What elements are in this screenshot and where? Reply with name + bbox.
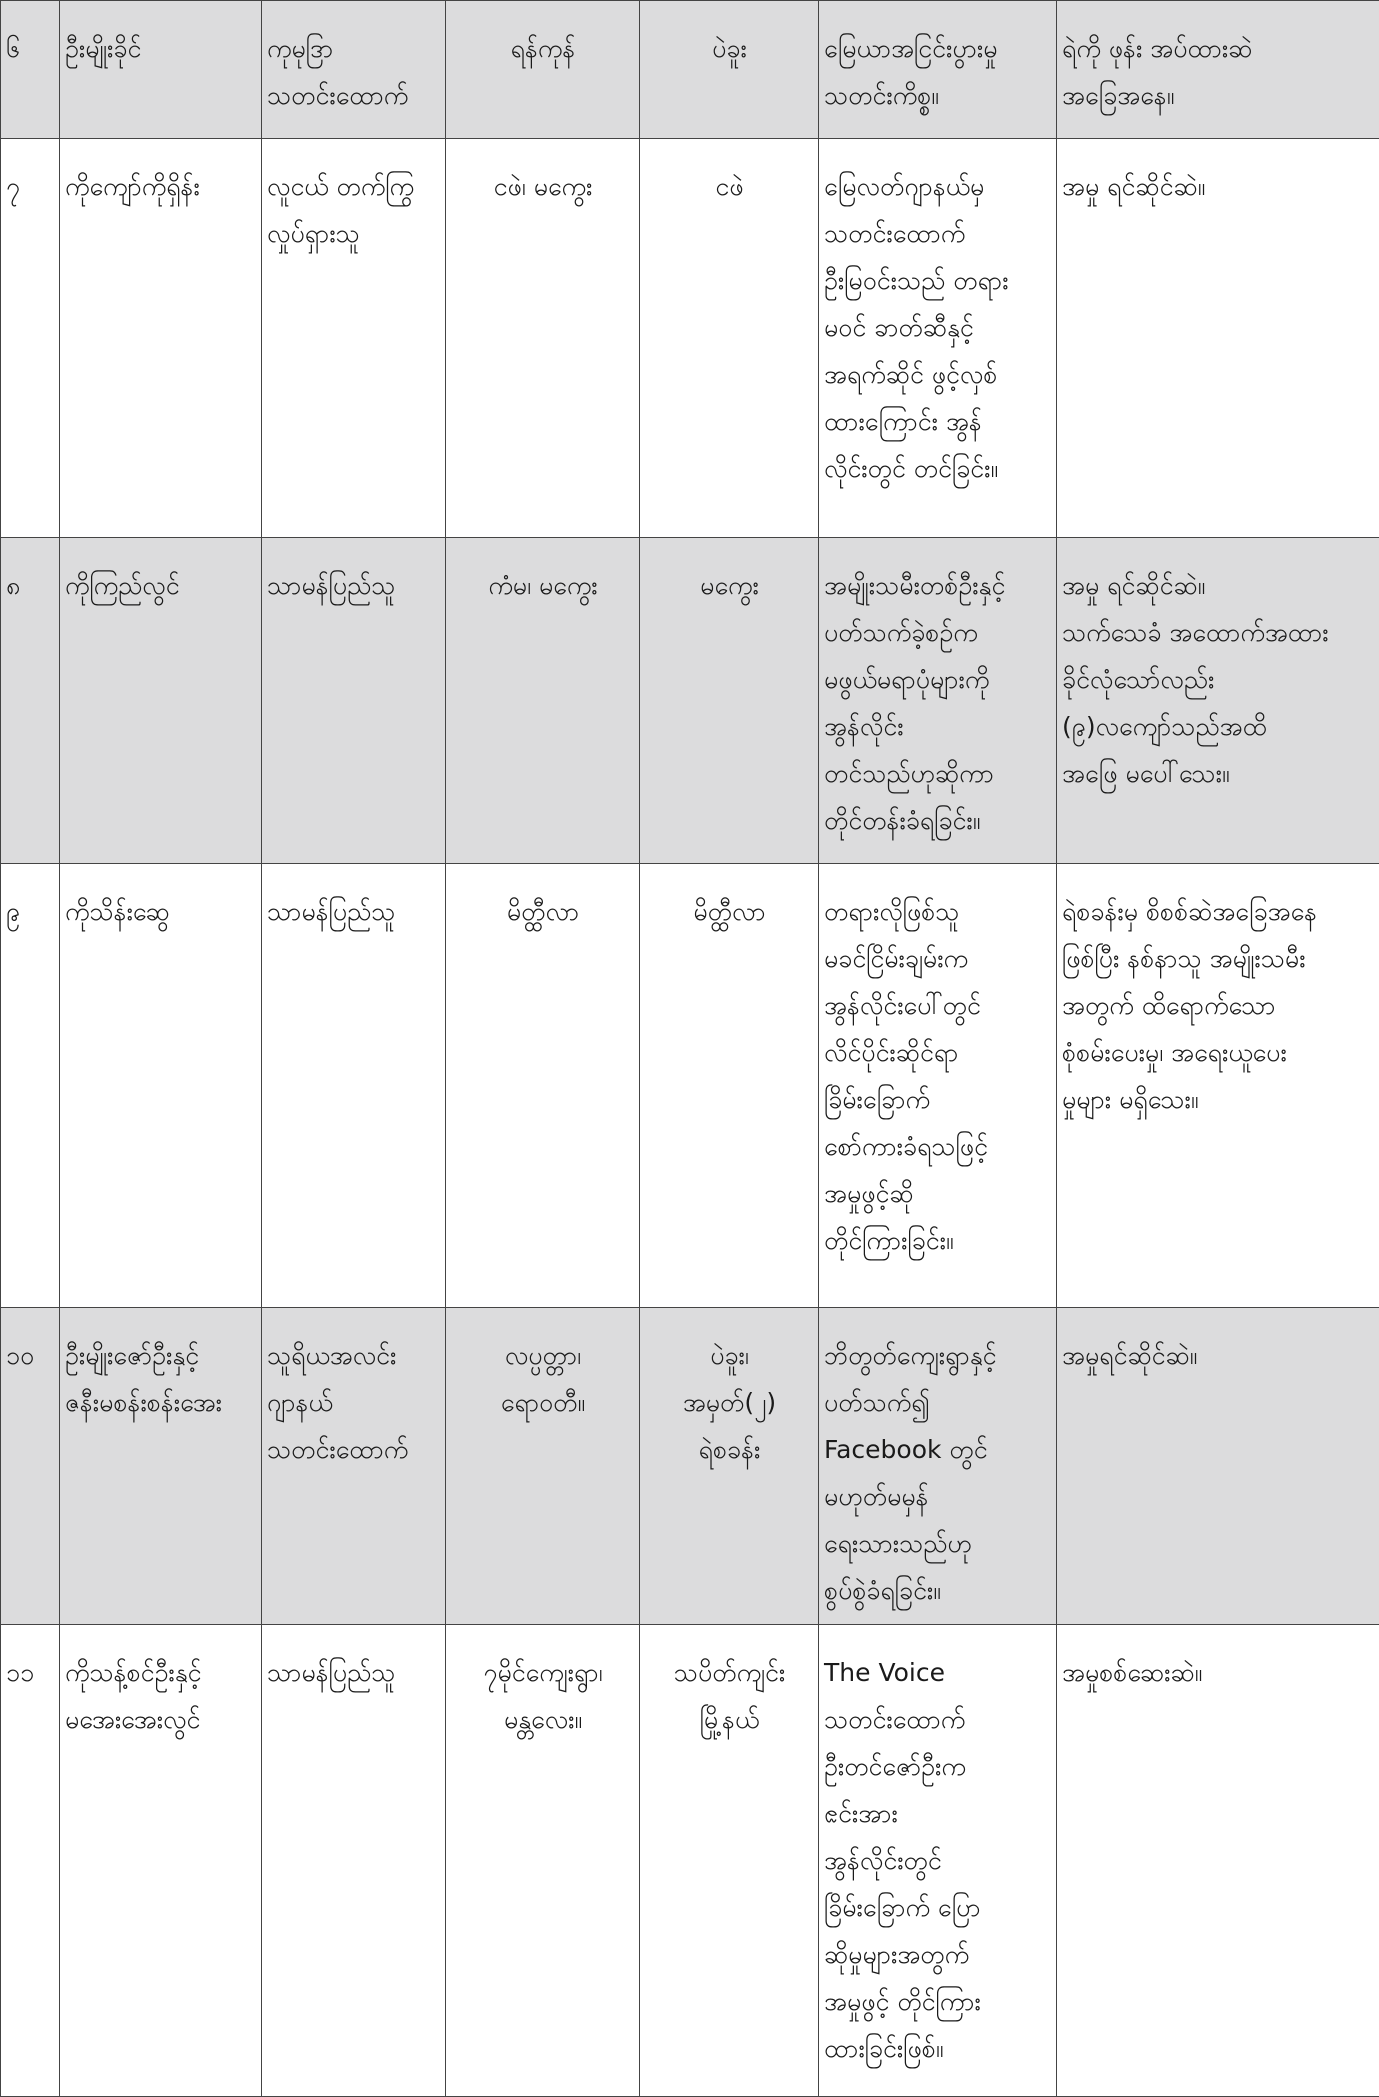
row-status: အမှု ရင်ဆိုင်ဆဲ။ <box>1057 139 1379 538</box>
row-occupation: သာမန်ပြည်သူ <box>262 538 446 864</box>
row-status: အမှုစစ်ဆေးဆဲ။ <box>1057 1625 1379 2097</box>
row-summary: မြေလတ်ဂျာနယ်မှ သတင်းထောက် ဦးမြဝင်းသည် တရား မဝင် ခာတ်ဆီနှင့် အရက်ဆိုင် ဖွင့်လှစ် ထားကြောင်း အွန် လိုင်းတွင် တင်ခြင်း။ <box>819 139 1057 538</box>
row-case: ငဖဲ <box>640 139 819 538</box>
row-summary: တရားလိုဖြစ်သူ မခင်ငြိမ်းချမ်းက အွန်လိုင်းပေါ်တွင် လိင်ပိုင်းဆိုင်ရာ ခြိမ်းခြောက် စော်ကားခံရသဖြင့် အမှုဖွင့်ဆို တိုင်ကြားခြင်း။ <box>819 864 1057 1308</box>
row-summary: The Voice သတင်းထောက် ဦးတင်ဇော်ဦးက ၕင်းအား အွန်လိုင်းတွင် ခြိမ်းခြောက် ပြော ဆိုမှုများအတွက် အမှုဖွင့် တိုင်ကြား ထားခြင်းဖြစ်။ <box>819 1625 1057 2097</box>
row-town: ၇မိုင်ကျေးရွာ၊ မန္တလေး။ <box>446 1625 640 2097</box>
row-occupation: သာမန်ပြည်သူ <box>262 1625 446 2097</box>
table-row <box>1 864 1379 1308</box>
row-town: လပ္ပတ္တာ၊ ရောဝတီ။ <box>446 1308 640 1625</box>
header-case: ပဲခူး <box>640 1 819 139</box>
header-occupation: ကုမုဒြာ သတင်းထောက် <box>262 1 446 139</box>
row-no: ၉ <box>1 864 60 1308</box>
header-name: ဦးမျိုးခိုင် <box>60 1 262 139</box>
header-status: ရဲကို ဖုန်း အပ်ထားဆဲ အခြေအနေ။ <box>1057 1 1379 139</box>
row-occupation: လူငယ် တက်ကြွ လှုပ်ရှားသူ <box>262 139 446 538</box>
row-name: ကိုသန့်စင်ဦးနှင့် မအေးအေးလွင် <box>60 1625 262 2097</box>
row-no: ၇ <box>1 139 60 538</box>
row-case: မကွေး <box>640 538 819 864</box>
row-name: ကိုကျော်ကိုရှိန်း <box>60 139 262 538</box>
row-status: အမှုရင်ဆိုင်ဆဲ။ <box>1057 1308 1379 1625</box>
row-town: ကံမ၊ မကွေး <box>446 538 640 864</box>
row-occupation: သာမန်ပြည်သူ <box>262 864 446 1308</box>
table-row <box>1 1308 1379 1625</box>
row-occupation: သူရိယအလင်း ဂျာနယ် သတင်းထောက် <box>262 1308 446 1625</box>
table-row <box>1 1625 1379 2097</box>
table-row <box>1 538 1379 864</box>
row-town: ငဖဲ၊ မကွေး <box>446 139 640 538</box>
table-row <box>1 139 1379 538</box>
row-name: ကိုသိန်းဆွေ <box>60 864 262 1308</box>
row-no: ၁၀ <box>1 1308 60 1625</box>
header-row <box>1 1 1379 139</box>
row-status: ရဲစခန်းမှ စိစစ်ဆဲအခြေအနေ ဖြစ်ပြီး နစ်နာသူ အမျိုးသမီး အတွက် ထိရောက်သော စုံစမ်းပေးမှု၊ အရေးယူပေး မှုများ မရှိသေး။ <box>1057 864 1379 1308</box>
row-summary: ဘိတွတ်ကျေးရွာနှင့် ပတ်သက်၍ Facebook တွင် မဟုတ်မမှန် ရေးသားသည်ဟု စွပ်စွဲခံရခြင်း။ <box>819 1308 1057 1625</box>
row-case: ပဲခူး၊ အမှတ်(၂) ရဲစခန်း <box>640 1308 819 1625</box>
row-no: ၁၁ <box>1 1625 60 2097</box>
header-summary: မြေယာအငြင်းပွားမှု သတင်းကိစ္စ။ <box>819 1 1057 139</box>
row-status: အမှု ရင်ဆိုင်ဆဲ။ သက်သေခံ အထောက်အထား ခိုင်လုံသော်လည်း (၉)လကျော်သည်အထိ အဖြေ မပေါ်သေး။ <box>1057 538 1379 864</box>
header-town: ရန်ကုန် <box>446 1 640 139</box>
row-name: ကိုကြည်လွင် <box>60 538 262 864</box>
row-town: မိတ္ထီလာ <box>446 864 640 1308</box>
row-case: မိတ္ထီလာ <box>640 864 819 1308</box>
row-summary: အမျိုးသမီးတစ်ဦးနှင့် ပတ်သက်ခဲ့စဉ်က မဖွယ်မရာပုံများကို အွန်လိုင်း တင်သည်ဟုဆိုကာ တိုင်တန်းခံရခြင်း။ <box>819 538 1057 864</box>
row-case: သပိတ်ကျင်း မြို့နယ် <box>640 1625 819 2097</box>
header-no: ၆ <box>1 1 60 139</box>
row-no: ၈ <box>1 538 60 864</box>
row-name: ဦးမျိုးဇော်ဦးနှင့် ဇနီးမစန်းစန်းအေး <box>60 1308 262 1625</box>
